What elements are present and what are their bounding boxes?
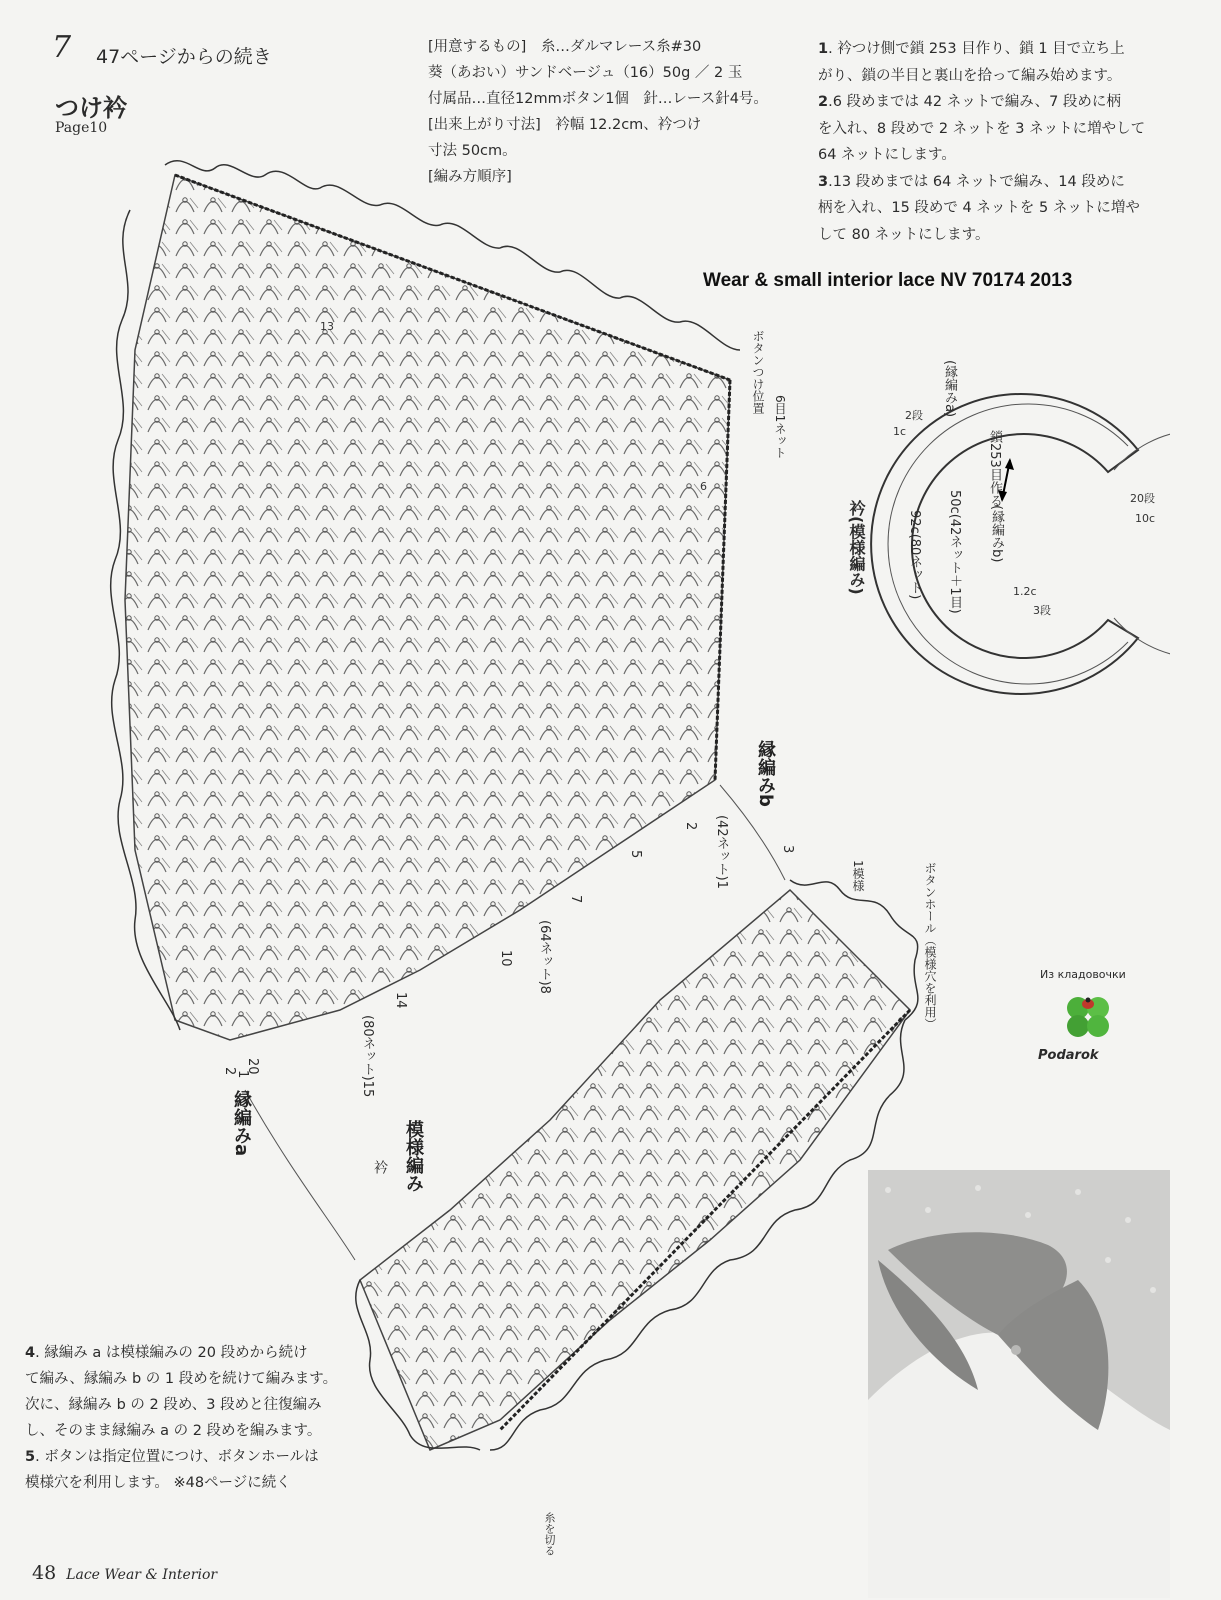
row-15-net80: (80ネット)15 xyxy=(360,1015,375,1098)
chapter-number: 7 xyxy=(52,30,72,65)
page-title: つけ衿 xyxy=(55,94,127,122)
edge-b-title: 縁編みb xyxy=(755,740,776,807)
button-position-label: ボタンつけ位置 xyxy=(751,330,765,414)
step-line: し、そのまま縁編み a の 2 段めを編みます。 xyxy=(25,1423,322,1439)
net-size-label: 6目1ネット xyxy=(773,395,787,459)
step-line: がり、鎖の半目と裏山を拾って編み始めます。 xyxy=(818,67,1122,84)
materials-line: 寸法 50cm。 xyxy=(428,143,517,159)
row-6-label: 6 xyxy=(700,480,707,493)
watermark-text: Wear & small interior lace NV 70174 2013 xyxy=(703,270,1073,291)
step-line: を入れ、8 段めで 2 ネットを 3 ネットに増やして xyxy=(818,120,1146,137)
instructions-top xyxy=(818,36,1198,248)
row-14: 14 xyxy=(393,992,408,1009)
one-pattern-label: 1模様 xyxy=(851,860,865,892)
page-number: 48 xyxy=(32,1562,57,1584)
buttonhole-label: ボタンホール（模様穴を利用） xyxy=(923,862,937,1030)
row-7: 7 xyxy=(568,895,583,904)
schematic-chain-count: 鎖253目作る xyxy=(987,430,1002,507)
page-reference: Page10 xyxy=(55,120,108,136)
pattern-title: 模様編み xyxy=(403,1120,424,1192)
continued-note: 47ページからの続き xyxy=(96,46,272,68)
step-line: 5. ボタンは指定位置につけ、ボタンホールは xyxy=(25,1449,319,1465)
schematic-top-rows: 2段 xyxy=(905,409,923,422)
schematic-edge-a: (縁編みa) xyxy=(942,360,957,418)
row-10: 10 xyxy=(498,950,513,967)
step-line: 3.13 段めまでは 64 ネットで編み、14 段めに xyxy=(818,173,1125,190)
step-line: 次に、縁編み b の 2 段め、3 段めと往復編み xyxy=(25,1397,322,1413)
instructions-bottom xyxy=(25,1340,425,1496)
clover-logo-icon xyxy=(1058,990,1118,1045)
materials-line: [用意するもの] 糸…ダルマレース糸#30 xyxy=(428,39,702,55)
schematic-edge-b: (縁編みb) xyxy=(989,505,1004,563)
edge-row-2: 2 xyxy=(222,1067,237,1076)
row-3: 3 xyxy=(780,845,795,854)
step-line: て編み、縁編み b の 1 段めを続けて編みます。 xyxy=(25,1371,338,1387)
schematic-bottom-length: 1.2c xyxy=(1013,585,1037,598)
collar-label: 衿 xyxy=(372,1160,388,1174)
step-line: 64 ネットにします。 xyxy=(818,147,956,163)
schematic-side-rows: 20段 xyxy=(1130,492,1155,505)
brand-logo-text: Podarok xyxy=(1038,1048,1099,1063)
edge-row-1: 1 xyxy=(235,1070,250,1079)
step-line: 模様穴を利用します。 ※48ページに続く xyxy=(25,1475,291,1491)
schematic-top-length: 1c xyxy=(893,425,907,438)
row-2: 2 xyxy=(683,822,698,831)
schematic-outer-dimension: 92c(80ネット) xyxy=(907,510,922,600)
row-5: 5 xyxy=(628,850,643,859)
magazine-name: Lace Wear & Interior xyxy=(66,1567,218,1583)
schematic-main-label: 衿(模様編み) xyxy=(847,500,866,595)
edge-a-title: 縁編みa xyxy=(231,1090,252,1157)
step-line: して 80 ネットにします。 xyxy=(818,226,990,243)
step-line: 2.6 段めまでは 42 ネットで編み、7 段めに柄 xyxy=(818,94,1121,110)
page-footer xyxy=(32,1562,217,1584)
schematic-inner-dimension: 50c(42ネット＋1目) xyxy=(947,490,962,614)
materials-line: [出来上がり寸法] 衿幅 12.2cm、衿つけ xyxy=(428,117,702,133)
step-line: 1. 衿つけ側で鎖 253 目作り、鎖 1 目で立ち上 xyxy=(818,41,1125,57)
row-13-label: 13 xyxy=(320,320,334,333)
step-line: 柄を入れ、15 段めで 4 ネットを 5 ネットに増や xyxy=(818,200,1140,216)
row-1-net42: (42ネット)1 xyxy=(714,815,729,889)
credit-text: Из кладовочки xyxy=(1040,968,1126,981)
collar-photo xyxy=(868,1170,1170,1598)
materials-line: 葵（あおい）サンドベージュ（16）50g ／ 2 玉 xyxy=(428,65,743,81)
cut-yarn-label: 糸を切る xyxy=(543,1512,556,1556)
materials-line: [編み方順序] xyxy=(428,169,512,185)
row-20: 20 xyxy=(245,1058,260,1075)
step-line: 4. 縁編み a は模様編みの 20 段めから続け xyxy=(25,1345,308,1361)
schematic-bottom-rows: 3段 xyxy=(1033,604,1051,617)
materials-line: 付属品…直径12mmボタン1個 針…レース針4号。 xyxy=(428,91,768,107)
row-8-net64: (64ネット)8 xyxy=(537,920,552,994)
schematic-side-length: 10c xyxy=(1135,512,1156,525)
